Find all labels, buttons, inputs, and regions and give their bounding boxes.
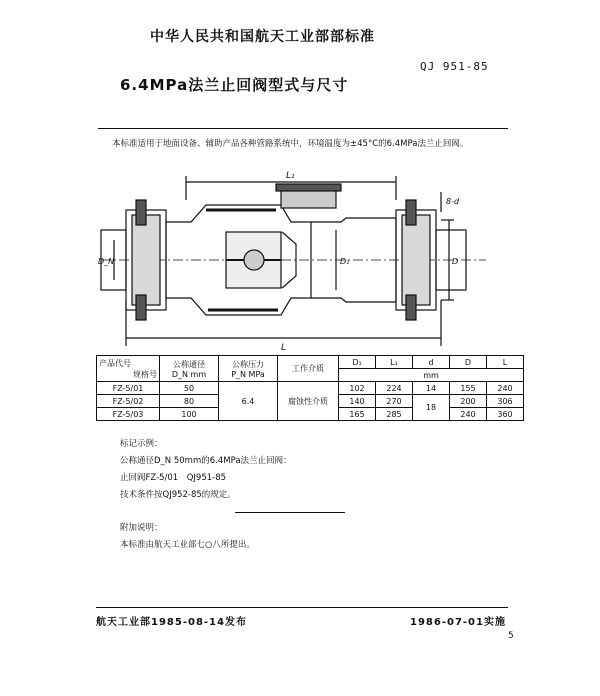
effective-date: 1986-07-01实施 — [410, 617, 506, 628]
note-line: 本标准由航天工业部七○八所提出。 — [120, 540, 255, 550]
page-number: 5 — [508, 631, 514, 641]
header-l1: L₁ — [376, 356, 413, 369]
note-heading: 附加说明： — [120, 523, 163, 533]
spec-table — [96, 355, 524, 421]
label-l: L — [281, 343, 287, 353]
footer-rule — [96, 607, 508, 608]
header-medium: 工作介质 — [278, 356, 339, 382]
short-rule — [235, 512, 345, 513]
example-heading: 标记示例： — [120, 439, 163, 449]
header-unit: mm — [339, 369, 524, 382]
issue-date: 航天工业部1985-08-14发布 — [96, 617, 247, 628]
bolt-bottom-left — [136, 295, 146, 320]
document-title: 6.4MPa法兰止回阀型式与尺寸 — [120, 76, 349, 94]
header-d1: D₁ — [339, 356, 376, 369]
table-row: FZ-5/02 80 140 270 18 200 306 — [97, 395, 524, 408]
header-d-large: D — [450, 356, 487, 369]
label-l1: L₁ — [286, 171, 295, 181]
header-dn: 公称通径 D_N mm — [160, 356, 219, 382]
additional-note — [120, 520, 255, 554]
medium-value: 腐蚀性介质 — [278, 382, 339, 421]
example-line: 技术条件按QJ952-85的规定。 — [120, 490, 236, 500]
table-row: FZ-5/03 100 165 285 240 360 — [97, 408, 524, 421]
standard-number: QJ 951-85 — [420, 60, 489, 73]
example-line: 止回阀FZ-5/01 QJ951-85 — [120, 473, 227, 483]
bolt-top-right — [406, 200, 416, 225]
cap-top — [281, 190, 336, 208]
header-rule — [98, 128, 508, 129]
header-pn: 公称压力 P_N MPa — [219, 356, 278, 382]
valve-drawing — [96, 160, 496, 355]
label-d: D — [452, 257, 459, 266]
header-d-small: d — [413, 356, 450, 369]
label-d1: D₁ — [340, 257, 350, 266]
pn-value: 6.4 — [219, 382, 278, 421]
header-code: 产品代号 规格号 — [97, 356, 160, 382]
label-8d: 8-d — [446, 197, 460, 206]
bolt-top-left — [136, 200, 146, 225]
bolt-bottom-right — [406, 295, 416, 320]
label-dn: D_N — [98, 257, 115, 266]
header-l: L — [487, 356, 524, 369]
example-line: 公称通径D_N 50mm的6.4MPa法兰止回阀： — [120, 456, 292, 466]
issuing-organization: 中华人民共和国航天工业部部标准 — [150, 29, 375, 45]
intro-paragraph: 本标准适用于地面设备、辅助产品各种管路系统中，环境温度为±45°C的6.4MPa法兰止回阀。 — [112, 139, 469, 149]
table-row: FZ-5/01 50 6.4 腐蚀性介质 102 224 14 155 240 — [97, 382, 524, 395]
marking-example — [120, 436, 292, 504]
d-merged-value: 18 — [413, 395, 450, 421]
